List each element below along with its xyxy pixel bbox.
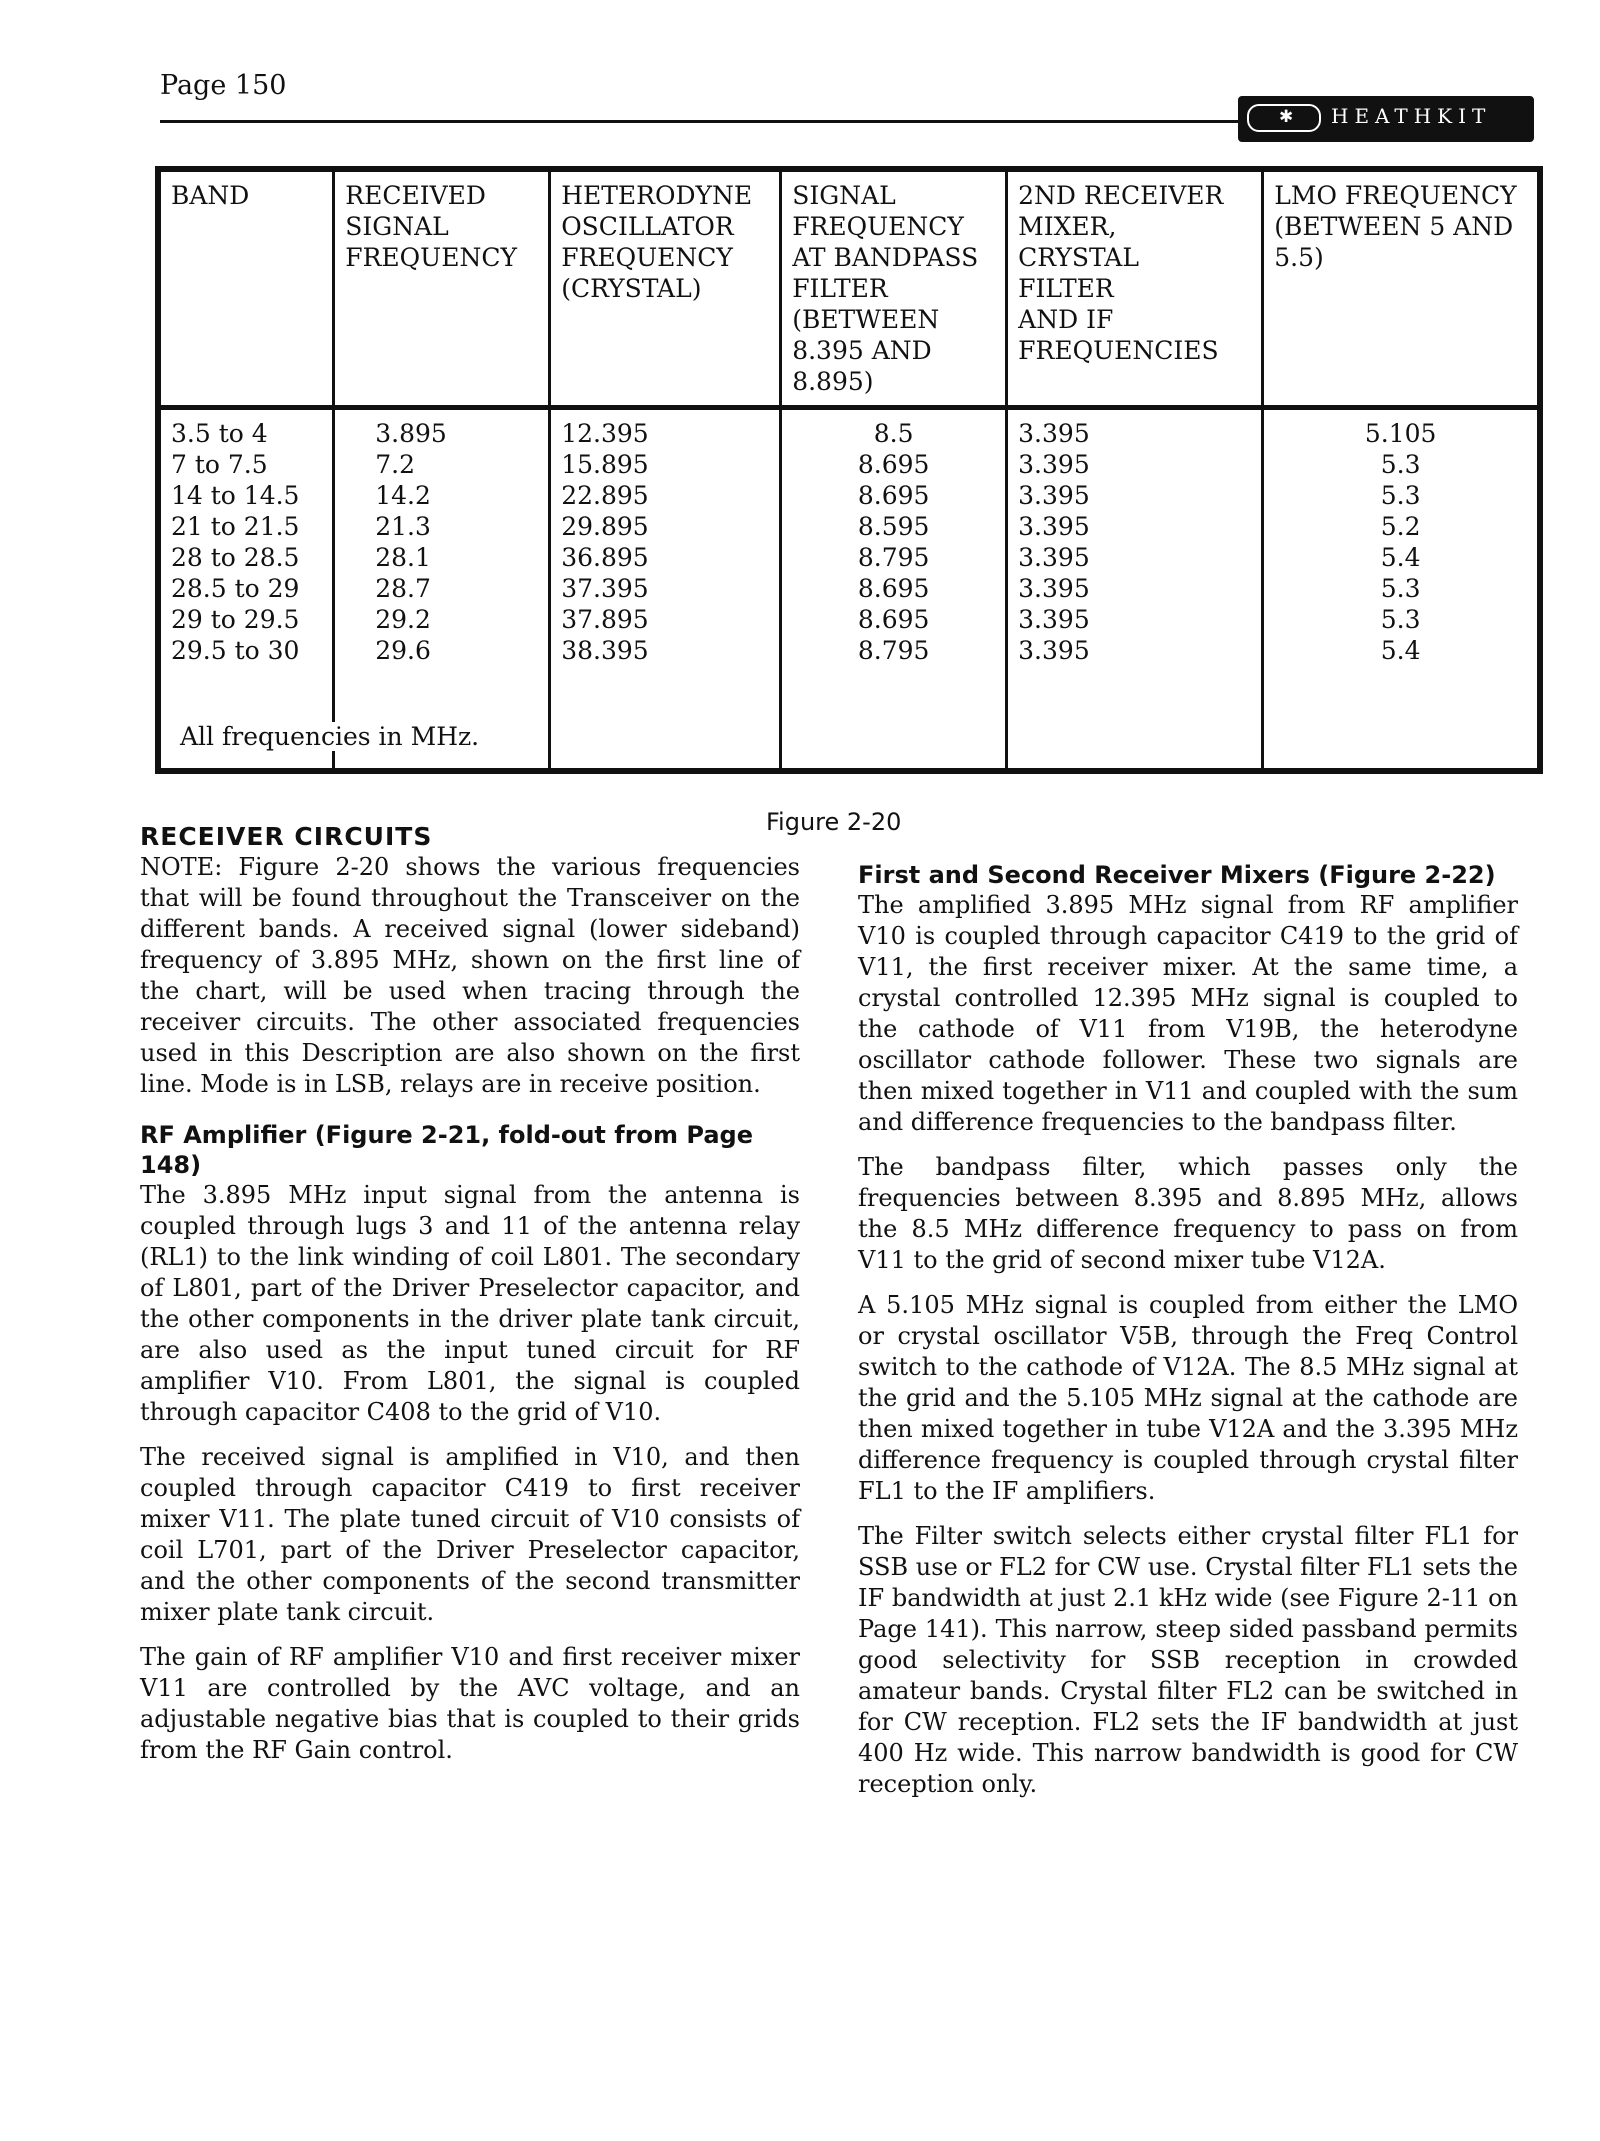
table-cell-line: 37.395 [561, 574, 649, 603]
table-cell-line: FILTER [792, 274, 888, 303]
table-cell-line: 29.6 [375, 636, 431, 665]
rf-paragraph-3: The gain of RF amplifier V10 and first receiver mixer V11 are controlled by the AVC voltage, and an adjustable negative bias that is coupled to their grids from the RF Gain control. [140, 1643, 800, 1764]
mixer-paragraph-3: A 5.105 MHz signal is coupled from either the LMO or crystal oscillator V5B, through the Freq Control switch to the cathode of V12A. The 8.5 MHz signal at the grid and the 5.105 MHz signal at the cathode are then mixed together in tube V12A and the 3.395 MHz difference frequency is coupled through crystal filter FL1 to the IF amplifiers. [858, 1291, 1518, 1505]
column-bandpass [781, 408, 1007, 772]
table-cell-line: 3.895 [375, 419, 447, 448]
table-cell-line: 28 to 28.5 [171, 543, 300, 572]
table-cell-line: LMO FREQUENCY [1274, 181, 1517, 210]
table-cell-line: 3.395 [1018, 481, 1090, 510]
table-cell-line: 5.2 [1380, 512, 1421, 541]
table-cell-line: 5.3 [1380, 481, 1421, 510]
header-received-signal [334, 169, 550, 408]
table-cell-line: 28.5 to 29 [171, 574, 300, 603]
logo-emblem-icon: ✱ [1247, 104, 1321, 132]
table-cell-line: 3.395 [1018, 512, 1090, 541]
table-cell-line: 14.2 [375, 481, 431, 510]
table-cell-line: 2ND RECEIVER [1018, 181, 1224, 210]
table-cell-line: 8.595 [857, 512, 930, 541]
table-cell-line: SIGNAL [345, 212, 449, 241]
note-paragraph: NOTE: Figure 2-20 shows the various frequencies that will be found throughout the Transceiver on the different bands. A received signal (lower sideband) frequency of 3.895 MHz, shown on the first line of the chart, will be used when tracing through the receiver circuits. The other associated frequencies used in this Description are also shown on the first line. Mode is in LSB, relays are in receive position. [140, 853, 800, 1098]
mixer-paragraph-2: The bandpass filter, which passes only the frequencies between 8.395 and 8.895 MHz, allows the 8.5 MHz difference frequency to pass on from V11 to the grid of second mixer tube V12A. [858, 1153, 1518, 1274]
table-cell-line: 3.395 [1018, 574, 1090, 603]
table-cell-line: CRYSTAL [1018, 243, 1139, 272]
table-cell-line: FILTER [1018, 274, 1114, 303]
table-cell-line: 5.3 [1380, 450, 1421, 479]
table-cell-line: 28.1 [375, 543, 431, 572]
column-lmo [1263, 408, 1540, 772]
left-column [140, 822, 800, 1780]
table-cell-line: BAND [171, 181, 250, 210]
table-cell-line: 8.695 [857, 605, 930, 634]
table-cell-line: AND IF [1018, 305, 1114, 334]
page-header [148, 66, 1528, 126]
table-cell-line: AT BANDPASS [792, 243, 979, 272]
table-cell-line: SIGNAL [792, 181, 896, 210]
table-cell-line: FREQUENCY [345, 243, 517, 272]
header-second-mixer [1007, 169, 1263, 408]
table-cell-line: 36.895 [561, 543, 649, 572]
logo-brand-text: HEATHKIT [1331, 104, 1492, 128]
table-cell-line: 8.695 [857, 481, 930, 510]
column-band [158, 408, 334, 772]
page-number: Page 150 [160, 70, 287, 101]
table-cell-line: 29.5 to 30 [171, 636, 300, 665]
figure-caption: Figure 2-20 [766, 808, 902, 836]
table-cell-line: 5.3 [1380, 605, 1421, 634]
table-cell-line: 29.2 [375, 605, 431, 634]
section-heading-receiver-mixers: First and Second Receiver Mixers (Figure 2-22) [858, 861, 1496, 889]
table-cell-line: 8.5 [873, 419, 914, 448]
right-column [858, 860, 1518, 1814]
table-cell-line: 8.795 [857, 636, 930, 665]
table-cell-line: 15.895 [561, 450, 649, 479]
table-cell-line: 29.895 [561, 512, 649, 541]
table-cell-line: FREQUENCY [561, 243, 733, 272]
table-body-row [158, 408, 1540, 772]
table-cell-line: 8.695 [857, 574, 930, 603]
table-cell-line: OSCILLATOR [561, 212, 734, 241]
table-cell-line: HETERODYNE [561, 181, 753, 210]
table-cell-line: 21.3 [375, 512, 431, 541]
table-cell-line: 3.5 to 4 [171, 419, 268, 448]
table-cell-line: 12.395 [561, 419, 649, 448]
column-mixer-if [1007, 408, 1263, 772]
table-cell-line: FREQUENCIES [1018, 336, 1219, 365]
mixer-paragraph-1: The amplified 3.895 MHz signal from RF amplifier V10 is coupled through capacitor C419 to the grid of V11, the first receiver mixer. At the same time, a crystal controlled 12.395 MHz signal is coupled to the cathode of V11 from V19B, the heterodyne oscillator cathode follower. These two signals are then mixed together in V11 and coupled with the sum and difference frequencies to the bandpass filter. [858, 891, 1518, 1136]
frequency-table [155, 166, 1543, 774]
table-cell-line: (CRYSTAL) [561, 274, 702, 303]
table-cell-line: 8.395 AND [792, 336, 932, 365]
section-heading-rf-amplifier: RF Amplifier (Figure 2-21, fold-out from Page 148) [140, 1121, 753, 1179]
table-cell-line: 28.7 [375, 574, 431, 603]
table-cell-line: 5.105 [1364, 419, 1437, 448]
table-cell-line: 8.795 [857, 543, 930, 572]
column-heterodyne [550, 408, 781, 772]
mixer-paragraph-4: The Filter switch selects either crystal filter FL1 for SSB use or FL2 for CW use. Crystal filter FL1 sets the IF bandwidth at just 2.1 kHz wide (see Figure 2-11 on Page 141). This narrow, steep sided passband permits good selectivity for SSB reception in crowded amateur bands. Crystal filter FL2 can be switched in for CW reception. FL2 sets the IF bandwidth at just 400 Hz wide. This narrow bandwidth is good for CW reception only. [858, 1522, 1518, 1798]
table-cell-line: (BETWEEN 5 AND [1274, 212, 1514, 241]
rf-paragraph-1: The 3.895 MHz input signal from the antenna is coupled through lugs 3 and 11 of the antenna relay (RL1) to the link winding of coil L801. The secondary of L801, part of the Driver Preselector capacitor, and the other components in the driver plate tank circuit, are also used as the input tuned circuit for RF amplifier V10. From L801, the signal is coupled through capacitor C408 to the grid of V10. [140, 1181, 800, 1426]
table-cell-line: 8.695 [857, 450, 930, 479]
header-rule [160, 120, 1390, 123]
table-cell-line: 7 to 7.5 [171, 450, 268, 479]
table-cell-line: 3.395 [1018, 543, 1090, 572]
table-cell-line: 3.395 [1018, 605, 1090, 634]
table-cell-line: 21 to 21.5 [171, 512, 300, 541]
table-cell-line: 22.895 [561, 481, 649, 510]
table-cell-line: 5.4 [1380, 636, 1421, 665]
table-cell-line: 3.395 [1018, 636, 1090, 665]
table-cell-line: 5.3 [1380, 574, 1421, 603]
table-cell-line: FREQUENCY [792, 212, 964, 241]
table-cell-line: MIXER, [1018, 212, 1117, 241]
section-heading-receiver-circuits: RECEIVER CIRCUITS [140, 822, 433, 851]
table-header-row [158, 169, 1540, 408]
table-cell-line: 14 to 14.5 [171, 481, 300, 510]
table-cell-line: 5.4 [1380, 543, 1421, 572]
table-cell-line: 3.395 [1018, 450, 1090, 479]
header-lmo [1263, 169, 1540, 408]
header-band [158, 169, 334, 408]
table-cell-line: (BETWEEN [792, 305, 940, 334]
rf-paragraph-2: The received signal is amplified in V10, and then coupled through capacitor C419 to first receiver mixer V11. The plate tuned circuit of V10 consists of coil L701, part of the Driver Preselector capacitor, and the other components of the second transmitter mixer plate tank circuit. [140, 1443, 800, 1626]
table-cell-line: 3.395 [1018, 419, 1090, 448]
header-heterodyne [550, 169, 781, 408]
column-received [334, 408, 550, 772]
header-bandpass [781, 169, 1007, 408]
heathkit-logo [1238, 96, 1534, 142]
table-cell-line: 7.2 [375, 450, 416, 479]
table-cell-line: 38.395 [561, 636, 649, 665]
table-cell-line: 8.895) [792, 367, 874, 396]
table-cell-line: 37.895 [561, 605, 649, 634]
table-cell-line: 29 to 29.5 [171, 605, 300, 634]
table-cell-line: 5.5) [1274, 243, 1324, 272]
table-cell-line: RECEIVED [345, 181, 486, 210]
table-note: All frequencies in MHz. [180, 722, 480, 751]
